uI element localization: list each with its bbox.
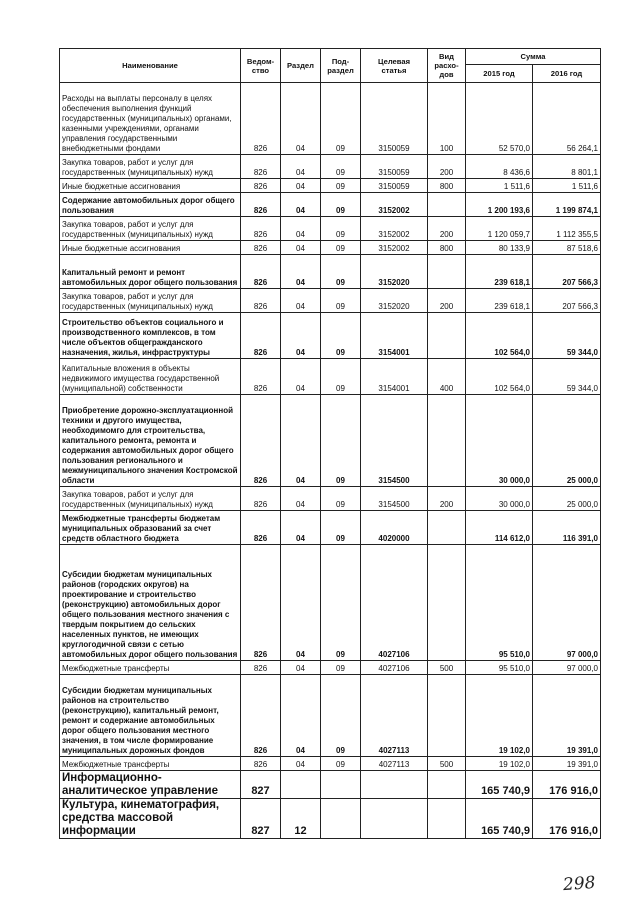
budget-table (59, 48, 601, 839)
cell-razdel: 12 (281, 799, 321, 839)
cell-celevaya: 3152002 (361, 193, 428, 217)
table-row (60, 359, 601, 395)
cell-vedomstvo: 826 (241, 179, 281, 193)
table-body (60, 83, 601, 839)
cell-vid: 200 (428, 289, 466, 313)
cell-vedomstvo: 826 (241, 359, 281, 395)
cell-2016: 56 264,1 (533, 83, 601, 155)
header-podrazdel: Под- раздел (321, 49, 361, 83)
cell-vedomstvo: 826 (241, 193, 281, 217)
cell-razdel: 04 (281, 255, 321, 289)
cell-vedomstvo: 826 (241, 757, 281, 771)
cell-2016: 207 566,3 (533, 255, 601, 289)
cell-razdel: 04 (281, 675, 321, 757)
cell-celevaya: 3150059 (361, 155, 428, 179)
cell-podrazdel (321, 771, 361, 799)
cell-razdel: 04 (281, 193, 321, 217)
cell-name: Расходы на выплаты персоналу в целях обеспечения выполнения функций государственных (муниципальных) органами, казенными учреждениями, органами управления государственными внебюджетными фондами (60, 83, 241, 155)
cell-2016: 176 916,0 (533, 799, 601, 839)
cell-name: Капитальный ремонт и ремонт автомобильных дорог общего пользования (60, 255, 241, 289)
cell-razdel: 04 (281, 83, 321, 155)
cell-2015: 95 510,0 (466, 661, 533, 675)
cell-razdel: 04 (281, 289, 321, 313)
cell-2015: 102 564,0 (466, 313, 533, 359)
cell-vid: 500 (428, 661, 466, 675)
cell-razdel: 04 (281, 757, 321, 771)
table-row (60, 487, 601, 511)
table-row (60, 675, 601, 757)
cell-podrazdel: 09 (321, 289, 361, 313)
cell-razdel: 04 (281, 661, 321, 675)
cell-podrazdel: 09 (321, 313, 361, 359)
cell-2015: 1 120 059,7 (466, 217, 533, 241)
cell-name: Иные бюджетные ассигнования (60, 241, 241, 255)
cell-podrazdel: 09 (321, 193, 361, 217)
cell-celevaya: 4027106 (361, 661, 428, 675)
cell-vedomstvo: 826 (241, 395, 281, 487)
cell-podrazdel: 09 (321, 359, 361, 395)
cell-2016: 59 344,0 (533, 313, 601, 359)
cell-vid (428, 255, 466, 289)
cell-2015: 1 200 193,6 (466, 193, 533, 217)
cell-2016: 176 916,0 (533, 771, 601, 799)
cell-vid (428, 395, 466, 487)
cell-2016: 116 391,0 (533, 511, 601, 545)
cell-celevaya: 4027113 (361, 757, 428, 771)
cell-name: Иные бюджетные ассигнования (60, 179, 241, 193)
table-row (60, 155, 601, 179)
cell-name: Культура, кинематография, средства массовой информации (60, 799, 241, 839)
cell-razdel: 04 (281, 395, 321, 487)
cell-vid (428, 545, 466, 661)
table-row (60, 217, 601, 241)
header-razdel: Раздел (281, 49, 321, 83)
cell-podrazdel: 09 (321, 675, 361, 757)
cell-name: Приобретение дорожно-эксплуатационной техники и другого имущества, необходимомго для строительства, капитального ремонта, ремонта и содержания автомобильных дорог общего пользования регионального и межмуниципального значения Костромской области (60, 395, 241, 487)
cell-celevaya: 4020000 (361, 511, 428, 545)
cell-name: Межбюджетные трансферты (60, 661, 241, 675)
cell-vid: 800 (428, 179, 466, 193)
cell-razdel: 04 (281, 511, 321, 545)
cell-vid: 800 (428, 241, 466, 255)
cell-2015: 80 133,9 (466, 241, 533, 255)
cell-2016: 19 391,0 (533, 757, 601, 771)
cell-celevaya: 3154001 (361, 313, 428, 359)
cell-podrazdel: 09 (321, 241, 361, 255)
header-2015: 2015 год (466, 65, 533, 83)
cell-2015: 95 510,0 (466, 545, 533, 661)
table-row (60, 661, 601, 675)
cell-podrazdel: 09 (321, 757, 361, 771)
cell-vedomstvo: 827 (241, 799, 281, 839)
table-row (60, 289, 601, 313)
cell-vid (428, 313, 466, 359)
cell-2016: 87 518,6 (533, 241, 601, 255)
cell-2016: 207 566,3 (533, 289, 601, 313)
cell-podrazdel (321, 799, 361, 839)
cell-vedomstvo: 827 (241, 771, 281, 799)
cell-2016: 97 000,0 (533, 661, 601, 675)
cell-razdel: 04 (281, 487, 321, 511)
cell-name: Закупка товаров, работ и услуг для государственных (муниципальных) нужд (60, 487, 241, 511)
table-row (60, 193, 601, 217)
table-row (60, 757, 601, 771)
cell-vid: 100 (428, 83, 466, 155)
header-vid: Вид расхо- дов (428, 49, 466, 83)
table-row (60, 255, 601, 289)
cell-celevaya: 3150059 (361, 179, 428, 193)
cell-vid (428, 799, 466, 839)
cell-vid: 400 (428, 359, 466, 395)
cell-razdel: 04 (281, 313, 321, 359)
cell-name: Информационно-аналитическое управление (60, 771, 241, 799)
cell-razdel (281, 771, 321, 799)
table-row (60, 313, 601, 359)
cell-name: Содержание автомобильных дорог общего пользования (60, 193, 241, 217)
cell-2016: 25 000,0 (533, 395, 601, 487)
cell-razdel: 04 (281, 545, 321, 661)
table-row (60, 799, 601, 839)
cell-2016: 8 801,1 (533, 155, 601, 179)
cell-celevaya: 3152002 (361, 217, 428, 241)
cell-podrazdel: 09 (321, 661, 361, 675)
cell-razdel: 04 (281, 241, 321, 255)
cell-vedomstvo: 826 (241, 83, 281, 155)
cell-2016: 97 000,0 (533, 545, 601, 661)
cell-vid (428, 193, 466, 217)
cell-2016: 25 000,0 (533, 487, 601, 511)
cell-celevaya: 3152020 (361, 255, 428, 289)
cell-vid: 500 (428, 757, 466, 771)
cell-name: Межбюджетные трансферты бюджетам муниципальных образований за счет средств областного бюджета (60, 511, 241, 545)
cell-2015: 114 612,0 (466, 511, 533, 545)
cell-name: Капитальные вложения в объекты недвижимого имущества государственной (муниципальной) собственности (60, 359, 241, 395)
page-number: 298 (562, 872, 597, 896)
cell-vedomstvo: 826 (241, 487, 281, 511)
cell-podrazdel: 09 (321, 511, 361, 545)
cell-2015: 19 102,0 (466, 675, 533, 757)
cell-2015: 102 564,0 (466, 359, 533, 395)
cell-2015: 19 102,0 (466, 757, 533, 771)
table-row (60, 241, 601, 255)
cell-name: Закупка товаров, работ и услуг для государственных (муниципальных) нужд (60, 289, 241, 313)
cell-razdel: 04 (281, 179, 321, 193)
cell-podrazdel: 09 (321, 255, 361, 289)
cell-2015: 52 570,0 (466, 83, 533, 155)
cell-2015: 30 000,0 (466, 487, 533, 511)
cell-celevaya: 4027106 (361, 545, 428, 661)
header-celevaya: Целевая статья (361, 49, 428, 83)
cell-name: Закупка товаров, работ и услуг для государственных (муниципальных) нужд (60, 217, 241, 241)
cell-2015: 8 436,6 (466, 155, 533, 179)
cell-2015: 165 740,9 (466, 799, 533, 839)
cell-name: Строительство объектов социального и производственного комплексов, в том числе объектов общегражданского назначения, жилья, инфраструктуры (60, 313, 241, 359)
header-vedomstvo: Ведом- ство (241, 49, 281, 83)
cell-razdel: 04 (281, 217, 321, 241)
cell-celevaya: 3152002 (361, 241, 428, 255)
cell-razdel: 04 (281, 155, 321, 179)
cell-name: Межбюджетные трансферты (60, 757, 241, 771)
cell-2015: 239 618,1 (466, 255, 533, 289)
cell-celevaya: 3154001 (361, 359, 428, 395)
cell-vid (428, 771, 466, 799)
cell-celevaya (361, 799, 428, 839)
header-summa: Сумма (466, 49, 601, 65)
table-row (60, 395, 601, 487)
cell-vedomstvo: 826 (241, 155, 281, 179)
cell-celevaya: 3150059 (361, 83, 428, 155)
cell-celevaya: 3154500 (361, 487, 428, 511)
cell-2015: 30 000,0 (466, 395, 533, 487)
cell-name: Закупка товаров, работ и услуг для государственных (муниципальных) нужд (60, 155, 241, 179)
cell-podrazdel: 09 (321, 83, 361, 155)
cell-vedomstvo: 826 (241, 661, 281, 675)
cell-podrazdel: 09 (321, 217, 361, 241)
cell-vid: 200 (428, 155, 466, 179)
cell-2015: 239 618,1 (466, 289, 533, 313)
cell-2015: 165 740,9 (466, 771, 533, 799)
cell-vedomstvo: 826 (241, 313, 281, 359)
cell-vedomstvo: 826 (241, 217, 281, 241)
table-row (60, 771, 601, 799)
cell-vid: 200 (428, 487, 466, 511)
cell-vedomstvo: 826 (241, 289, 281, 313)
cell-podrazdel: 09 (321, 395, 361, 487)
cell-2015: 1 511,6 (466, 179, 533, 193)
cell-name: Субсидии бюджетам муниципальных районов на строительство (реконструкцию), капитальный ремонт, ремонт и содержание автомобильных дорог общего пользования местного значения, в том числе формирование муниципальных дорожных фондов (60, 675, 241, 757)
cell-vedomstvo: 826 (241, 675, 281, 757)
cell-razdel: 04 (281, 359, 321, 395)
table-row (60, 83, 601, 155)
cell-2016: 1 112 355,5 (533, 217, 601, 241)
table-row (60, 545, 601, 661)
cell-celevaya: 3152020 (361, 289, 428, 313)
table-row (60, 511, 601, 545)
cell-vedomstvo: 826 (241, 255, 281, 289)
cell-podrazdel: 09 (321, 179, 361, 193)
cell-celevaya: 3154500 (361, 395, 428, 487)
header-2016: 2016 год (533, 65, 601, 83)
cell-2016: 1 511,6 (533, 179, 601, 193)
cell-vedomstvo: 826 (241, 545, 281, 661)
cell-podrazdel: 09 (321, 545, 361, 661)
cell-celevaya: 4027113 (361, 675, 428, 757)
cell-vid (428, 511, 466, 545)
cell-podrazdel: 09 (321, 487, 361, 511)
cell-vid (428, 675, 466, 757)
cell-vedomstvo: 826 (241, 511, 281, 545)
cell-vid: 200 (428, 217, 466, 241)
cell-2016: 1 199 874,1 (533, 193, 601, 217)
cell-podrazdel: 09 (321, 155, 361, 179)
cell-name: Субсидии бюджетам муниципальных районов (городских округов) на проектирование и строительство (реконструкцию) автомобильных дорог общего пользования местного значения с твердым покрытием до сельских населенных пунктов, не имеющих круглогодичной связи с сетью автомобильных дорог общего пользования (60, 545, 241, 661)
cell-celevaya (361, 771, 428, 799)
cell-2016: 59 344,0 (533, 359, 601, 395)
cell-vedomstvo: 826 (241, 241, 281, 255)
table-row (60, 179, 601, 193)
cell-2016: 19 391,0 (533, 675, 601, 757)
header-name: Наименование (60, 49, 241, 83)
